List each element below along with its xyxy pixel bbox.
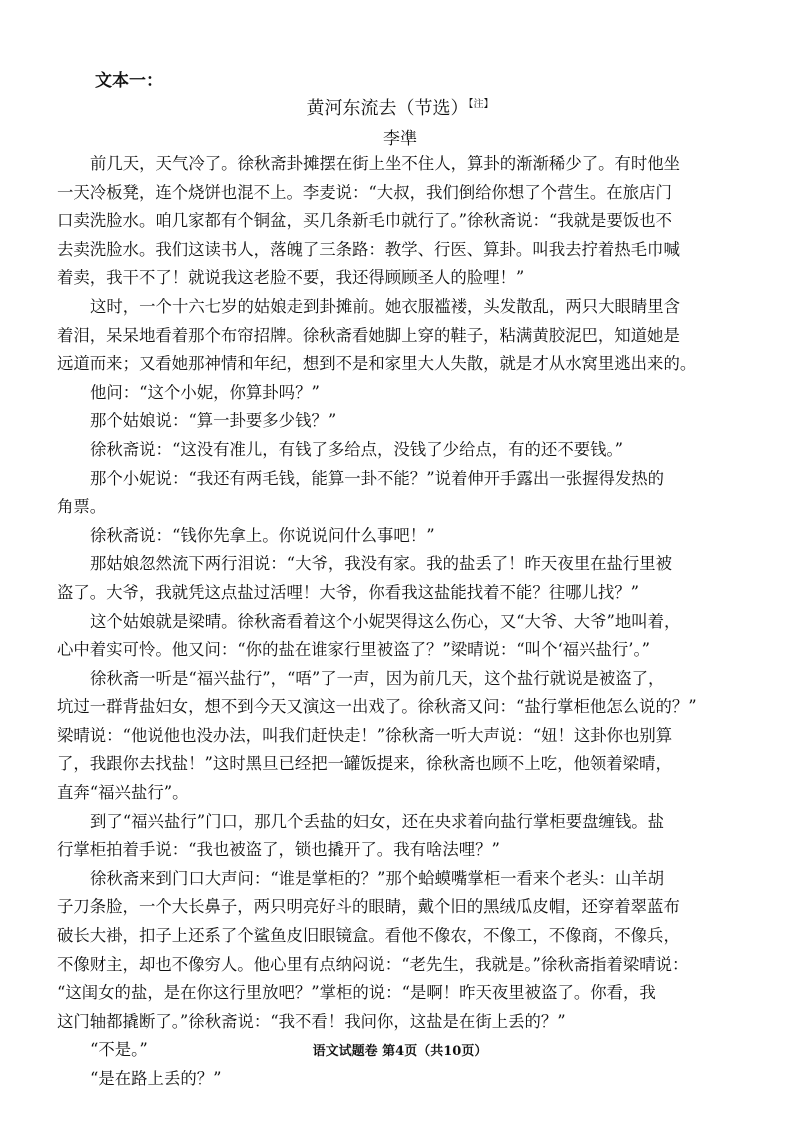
- text-line: 去卖洗脸水。我们这读书人，落魄了三条路：教学、行医、算卦。叫我去拧着热毛巾喊: [57, 239, 680, 259]
- text-line: 那个小妮说：“我还有两毛钱，能算一卦不能？”说着伸开手露出一张握得发热的: [90, 468, 665, 488]
- text-line: 子刀条脸，一个大长鼻子，两只明亮好斗的眼睛，戴个旧的黑绒瓜皮帽，还穿着翠蓝布: [57, 897, 680, 917]
- text-line: 那姑娘忽然流下两行泪说：“大爷，我没有家。我的盐丢了！昨天夜里在盐行里被: [90, 554, 673, 574]
- text-line: 前几天，天气冷了。徐秋斋卦摊摆在街上坐不住人，算卦的渐渐稀少了。有时他坐: [90, 154, 681, 173]
- text-line: 口卖洗脸水。咱几家都有个铜盆，买几条新毛巾就行了。”徐秋斋说：“我就是要饭也不: [57, 211, 673, 231]
- text-line: 徐秋斋说：“这没有准儿，有钱了多给点，没钱了少给点，有的还不要钱。”: [90, 439, 624, 459]
- text-line: 远道而来；又看她那神情和年纪，想到不是和家里大人失散，就是才从水窝里逃出来的。: [57, 354, 697, 374]
- title-text: 黄河东流去（节选）: [306, 98, 469, 119]
- text-line: 心中着实可怜。他又问：“你的盐在谁家行里被盗了？”梁晴说：“叫个‘福兴盐行’。”: [57, 640, 651, 660]
- title-note: 【注】: [468, 99, 494, 110]
- text-line: 这个姑娘就是梁晴。徐秋斋看着这个小妮哭得这么伤心，又“大爷、大爷”地叫着，: [90, 611, 681, 631]
- text-line: 坑过一群背盐妇女，想不到今天又演这一出戏了。徐秋斋又问：“盐行掌柜他怎么说的？”: [57, 697, 697, 717]
- text-line: 一天冷板凳，连个烧饼也混不上。李麦说：“大叔，我们倒给你想了个营生。在旅店门: [57, 182, 672, 202]
- text-line: 行掌柜拍着手说：“我也被盗了，锁也撬开了。我有啥法哩？”: [57, 840, 500, 860]
- text-line: 了，我跟你去找盐！”这时黑旦已经把一罐饭提来，徐秋斋也顾不上吃，他领着梁晴，: [57, 754, 672, 774]
- text-line: 梁晴说：“他说他也没办法，叫我们赶快走！”徐秋斋一听大声说：“妞！这卦你也别算: [57, 725, 673, 745]
- text-line: 徐秋斋来到门口大声问：“谁是掌柜的？”那个蛤蟆嘴掌柜一看来个老头：山羊胡: [90, 868, 665, 888]
- text-line: 直奔“福兴盐行”。: [57, 783, 189, 803]
- text-line: 徐秋斋说：“钱你先拿上。你说说问什么事吧！”: [90, 525, 435, 545]
- text-line: “是在路上丢的？”: [90, 1069, 222, 1088]
- article-title: [0, 94, 800, 120]
- page-footer: 语文试题卷 第4页（共10页）: [312, 1044, 488, 1059]
- author-name: 李凖: [383, 129, 417, 149]
- text-line: “这闺女的盐，是在你这行里放吧？”掌柜的说：“是啊！昨天夜里被盗了。你看，我: [57, 983, 656, 1003]
- text-line: 到了“福兴盐行”门口，那几个丢盐的妇女，还在央求着向盐行掌柜要盘缠钱。盐: [90, 811, 665, 831]
- text-line: 他问：“这个小妮，你算卦吗？”: [90, 382, 320, 402]
- text-line: 破长大褂，扣子上还系了个鲨鱼皮旧眼镜盒。看他不像农，不像工，不像商，不像兵，: [57, 926, 680, 946]
- text-line: 不像财主，却也不像穷人。他心里有点纳闷说：“老先生，我就是。”徐秋斋指着梁晴说：: [57, 954, 689, 974]
- text-line: 徐秋斋一听是“福兴盐行”，“唔”了一声，因为前几天，这个盐行就说是被盗了，: [90, 668, 665, 688]
- text-line: 盗了。大爷，我就凭这点盐过活哩！大爷，你看我这盐能找着不能？往哪儿找？”: [57, 582, 640, 602]
- text-line: 那个姑娘说：“算一卦要多少钱？”: [90, 411, 337, 431]
- text-line: “不是。”: [90, 1040, 148, 1060]
- text-line: 这门轴都撬断了。”徐秋斋说：“我不看！我问你，这盐是在街上丢的？”: [57, 1011, 566, 1031]
- text-line: 这时，一个十六七岁的姑娘走到卦摊前。她衣服褴褛，头发散乱，两只大眼睛里含: [90, 296, 681, 316]
- text-line: 角票。: [57, 497, 107, 517]
- text-line: 着泪，呆呆地看着那个布帘招牌。徐秋斋看她脚上穿的鞋子，粘满黄胶泥巴，知道她是: [57, 325, 680, 345]
- text-line: 着卖，我干不了！就说我这老脸不要，我还得顾顾圣人的脸哩！”: [57, 268, 525, 288]
- article-body: [57, 150, 747, 1094]
- section-label: 文本一：: [95, 71, 163, 91]
